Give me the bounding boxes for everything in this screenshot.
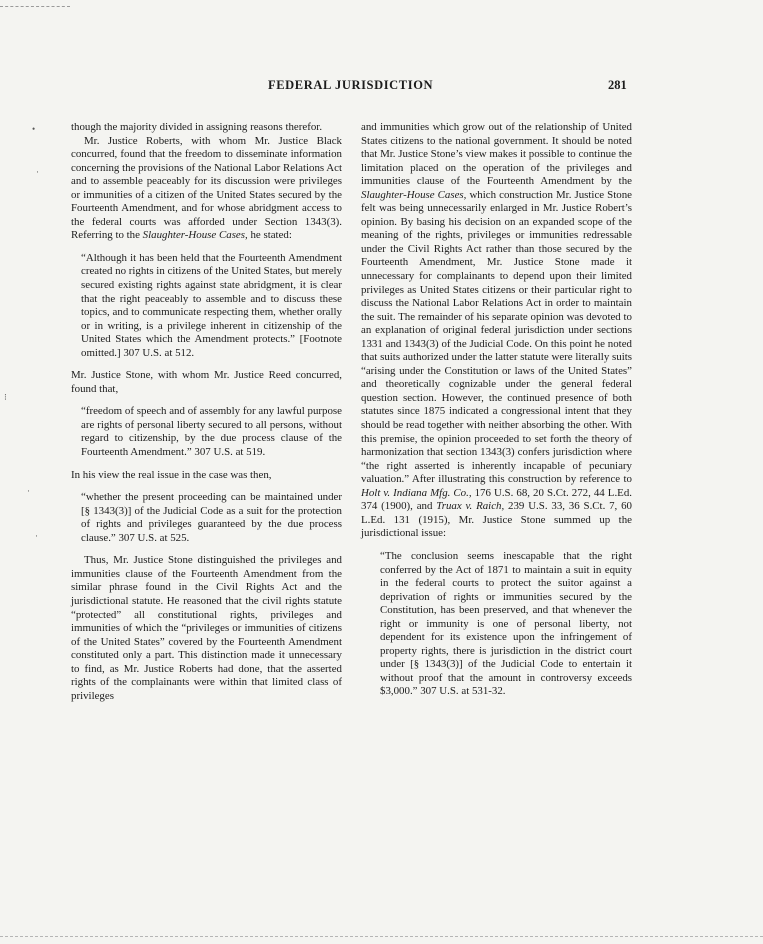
paragraph: though the majority divided in assigning reasons therefor. — [71, 121, 323, 133]
paragraph: Thus, Mr. Justice Stone distinguished the privileges and immunities clause of the Fourteenth Amendment from the similar phrase found in the Civil Rights Act and the jurisdictional statute. He reasoned that the civil rights statute “protected” all constitutional rights, privileges and immunities of which the “privileges or immunities of citizens of the United States” covered by the Fourteenth Amendment constituted only a part. This distinction made it unnecessary to find, as Mr. Justice Roberts had done, that the asserted rights of the complainants were within that limited class of privileges — [71, 554, 342, 702]
text-run: 176 U.S. 68, 20 S.Ct. 272, 44 L.Ed. 374 (1900), and — [361, 486, 632, 513]
running-header-title: FEDERAL JURISDICTION — [268, 78, 434, 92]
block-quote: “Although it has been held that the Fourteenth Amendment created no rights in citizens of the United States, but merely secured existing rights against state abridgment, it is clear that the right peaceably to assemble and to discuss these topics, and to communicate respecting them, whether orally or in writing, is a privilege inherent in citizenship of the United States which the Amendment protects.” [Footnote omitted.] 307 U.S. at 512. — [81, 251, 342, 359]
text-run: and immunities which grow out of the relationship of United States citizens to the national government. It should be noted that Mr. Justice Stone’s view makes it possible to continue the limitation placed on the operation of the privileges and immunities clause of the Fourteenth Amendment by the — [361, 121, 632, 188]
text-run: he stated: — [247, 229, 292, 242]
margin-speck: · — [36, 167, 39, 177]
scan-edge-bottom — [0, 936, 763, 937]
block-quote: “The conclusion seems inescapable that the right conferred by the Act of 1871 to maintain a suit in equity in the federal courts to protect the suitor against a deprivation of rights or immunities secured by the Constitution, has been preserved, and that whenever the right or immunity is one of personal liberty, not dependent for its existence upon the infringement of property rights, there is jurisdiction in the district court under [§ 1343(3)] of the Judicial Code to entertain it without proof that the amount in controversy exceeds $3,000.” 307 U.S. at 531-32. — [380, 549, 632, 698]
block-quote: “whether the present proceeding can be maintained under [§ 1343(3)] of the Judicial Code as a suit for the protection of rights and privileges guaranteed by the due process clause.” 307 U.S. at 525. — [81, 491, 342, 544]
scan-edge-top — [0, 6, 70, 7]
text-run: Mr. Justice Roberts, with whom Mr. Justice Black concurred, found that the freedom to disseminate information concerning the provisions of the National Labor Relations Act and to assemble peaceably for its discussion were privileges or immunities of a citizen of the United States secured by the Fourteenth Amendment, and for whose abridgment access to the federal courts was afforded under Section 1343(3). Referring to the — [71, 134, 342, 242]
case-citation: Truax v. Raich, — [436, 500, 505, 513]
case-citation: Slaughter-House Cases, — [361, 188, 467, 201]
text-run: which construction Mr. Justice Stone felt was being unnecessarily enlarged in Mr. Justice Robert’s opinion. By basing his decision on an expanded scope of the meaning of the rights, privileges or immunities redressable under the Civil Rights Act rather than those secured by the Fourteenth Amendment, Mr. Justice Stone made it unnecessary for complainants to depend upon their limited privileges as United States citizens or their particular right to discuss the National Labor Relations Act in order to maintain the suit. The remainder of his separate opinion was devoted to an explanation of original federal jurisdiction under sections 1331 and 1343(3) of the Judicial Code. On this point he noted that suits authorized under the latter statute were literally suits “arising under the Constitution or laws of the United States” and theoretically cognizable under the general federal question section. However, the continued presence of both statutes since 1875 indicated a congressional intent that they should be read together with neither absorbing the other. With this premise, the opinion proceeded to set forth the theory of harmonization that section 1343(3) confers jurisdiction where “the right asserted is inherently incapable of pecuniary valuation.” After illustrating this construction by reference to — [361, 188, 632, 486]
page-number: 281 — [608, 78, 627, 92]
block-quote: “freedom of speech and of assembly for any lawful purpose are rights of personal liberty secured to all persons, without regard to citizenship, by the due process clause of the Fourteenth Amendment.” 307 U.S. at 519. — [81, 405, 342, 459]
text-run: 239 U.S. 33, 36 S.Ct. 7, 60 L.Ed. 131 (1915), Mr. Justice Stone summed up the jurisdictional issue: — [361, 500, 632, 540]
case-citation: Slaughter-House Cases, — [142, 229, 248, 242]
margin-speck: • — [32, 124, 36, 134]
margin-speck: · — [27, 486, 30, 496]
paragraph — [71, 135, 342, 243]
paragraph: Mr. Justice Stone, with whom Mr. Justice Reed concurred, found that, — [71, 369, 342, 395]
right-column — [361, 121, 632, 699]
case-citation: Holt v. Indiana Mfg. Co., — [361, 486, 472, 499]
margin-speck: ⁝ — [4, 392, 7, 402]
paragraph: In his view the real issue in the case was then, — [71, 468, 272, 481]
margin-speck: · — [35, 531, 38, 541]
paragraph — [361, 121, 632, 541]
left-column — [71, 121, 342, 703]
